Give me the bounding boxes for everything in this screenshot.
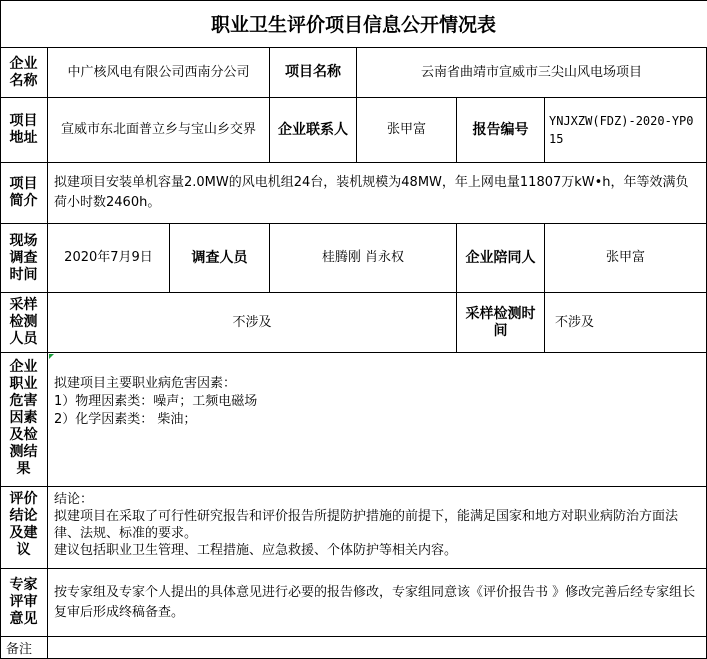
project-intro-value: 拟建项目安装单机容量2.0MW的风电机组24台，装机规模为48MW，年上网电量11807万kW•h，年等效满负荷小时数2460h。 xyxy=(48,163,707,224)
company-companion-value: 张甲富 xyxy=(545,224,707,293)
sampling-staff-label: 采样 检测 人员 xyxy=(0,293,48,353)
cell-comment-marker-icon xyxy=(49,354,54,359)
sampling-staff-value: 不涉及 xyxy=(48,293,457,353)
survey-time-label: 现场 调查 时间 xyxy=(0,224,48,293)
company-contact-label: 企业联系人 xyxy=(270,98,357,163)
project-name-label: 项目名称 xyxy=(270,48,357,98)
remark-value xyxy=(48,637,707,659)
report-number-label: 报告编号 xyxy=(457,98,545,163)
expert-opinion-label: 专家 评审 意见 xyxy=(0,569,48,637)
company-contact-value: 张甲富 xyxy=(357,98,457,163)
project-address-label: 项目 地址 xyxy=(0,98,48,163)
project-name-value: 云南省曲靖市宣威市三尖山风电场项目 xyxy=(357,48,707,98)
sampling-time-label: 采样检测时 间 xyxy=(457,293,545,353)
surveyor-label: 调查人员 xyxy=(170,224,270,293)
sampling-time-value: 不涉及 xyxy=(545,293,707,353)
surveyor-value: 桂腾刚 肖永权 xyxy=(270,224,457,293)
company-name-value: 中广核风电有限公司西南分公司 xyxy=(48,48,270,98)
conclusion-label: 评价 结论 及建 议 xyxy=(0,487,48,569)
expert-opinion-value: 按专家组及专家个人提出的具体意见进行必要的报告修改，专家组同意该《评价报告书 》修改完善后经专家组长复审后形成终稿备查。 xyxy=(48,569,707,637)
project-intro-label: 项目 简介 xyxy=(0,163,48,224)
remark-label: 备注 xyxy=(0,637,48,659)
table-title: 职业卫生评价项目信息公开情况表 xyxy=(0,0,707,48)
company-companion-label: 企业陪同人 xyxy=(457,224,545,293)
hazard-factors-label: 企业 职业 危害 因素 及检 测结 果 xyxy=(0,353,48,487)
project-address-value: 宣威市东北面普立乡与宝山乡交界 xyxy=(48,98,270,163)
conclusion-value: 结论： 拟建项目在采取了可行性研究报告和评价报告所提防护措施的前提下，能满足国家和地方对职业病防治方面法律、法规、标准的要求。 建议包括职业卫生管理、工程措施、应急救援、个体防护等相关内容。 xyxy=(48,487,707,569)
company-name-label: 企业 名称 xyxy=(0,48,48,98)
report-number-value: YNJXZW(FDZ)-2020-YP015 xyxy=(545,98,707,163)
hazard-factors-value: 拟建项目主要职业病危害因素： 1）物理因素类：噪声；工频电磁场 2）化学因素类： 柴油； xyxy=(48,353,707,487)
survey-time-value: 2020年7月9日 xyxy=(48,224,170,293)
